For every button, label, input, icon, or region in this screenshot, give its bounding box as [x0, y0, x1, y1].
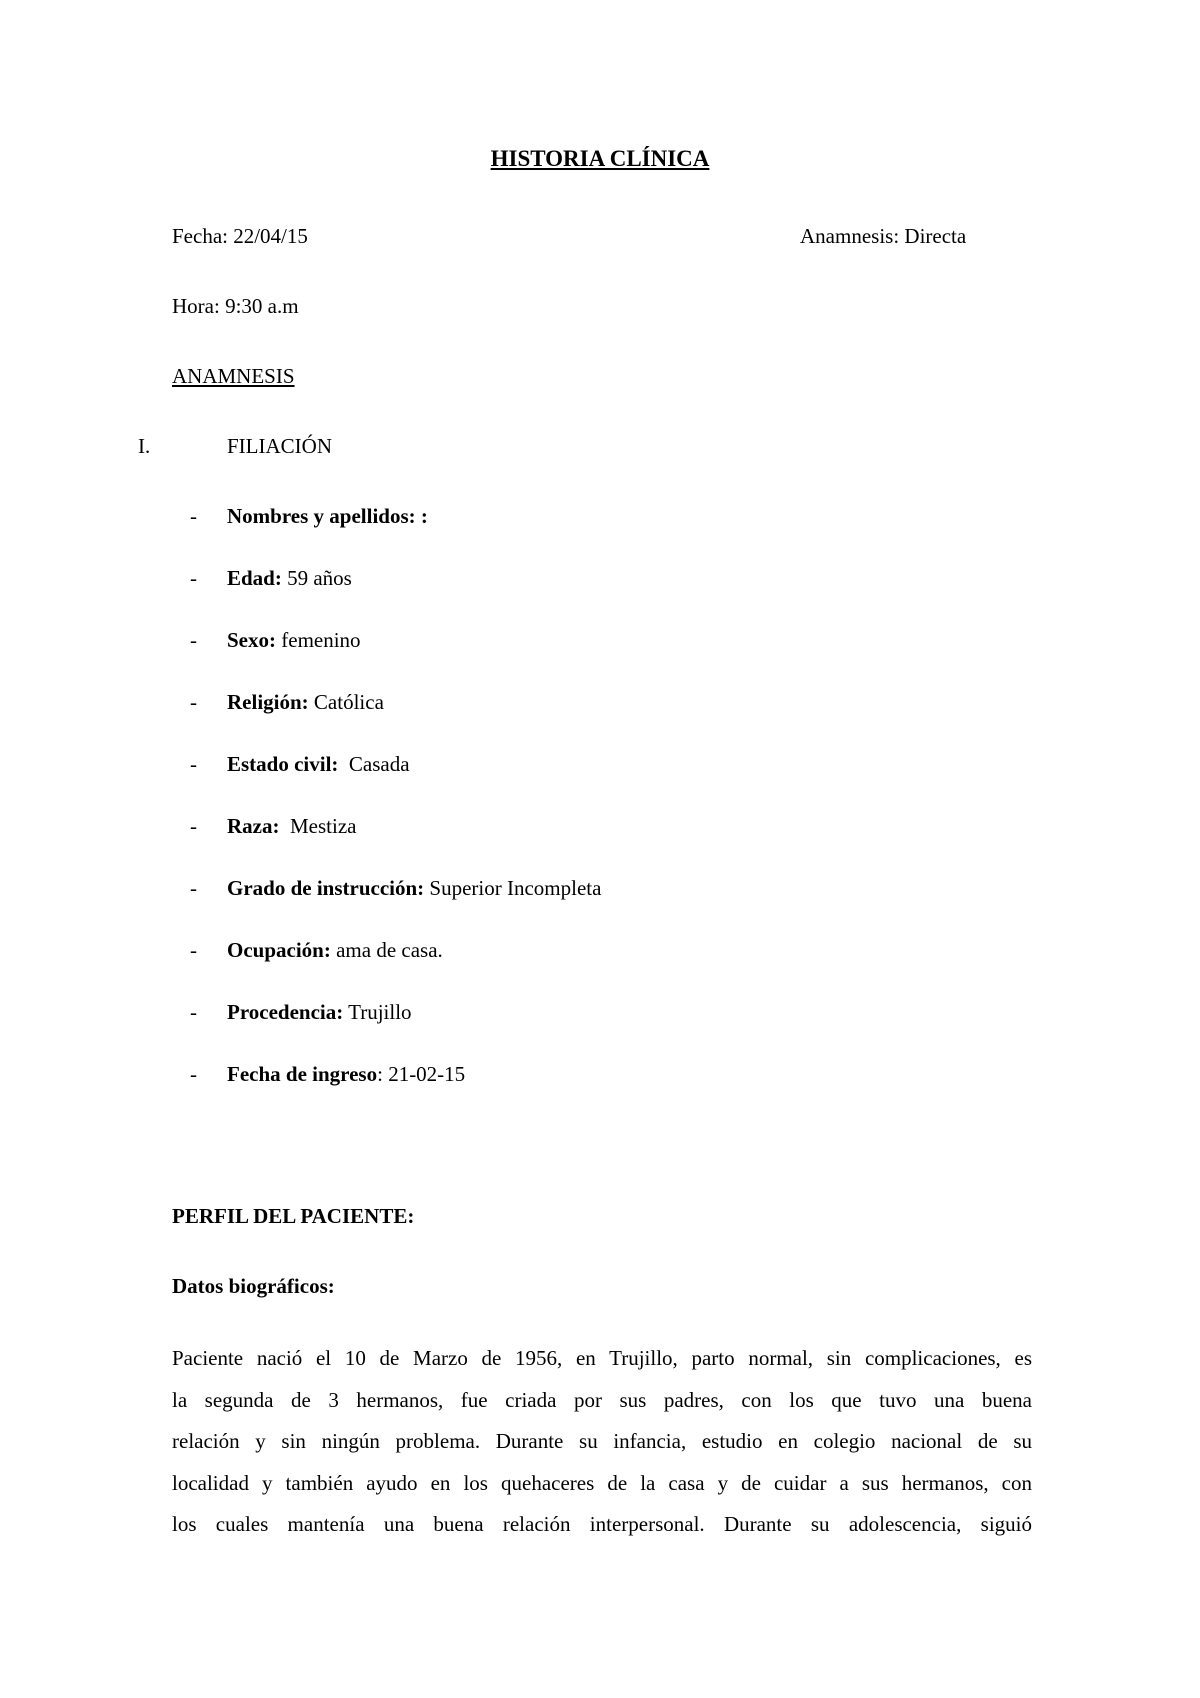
field-label: Estado civil: — [227, 752, 339, 776]
paragraph-line: Paciente nació el 10 de Marzo de 1956, en Trujillo, parto normal, sin complicaciones, es — [172, 1346, 1032, 1370]
perfil-heading: PERFIL DEL PACIENTE: — [172, 1204, 415, 1228]
anamnesis-heading: ANAMNESIS — [172, 364, 295, 388]
filiacion-heading: FILIACIÓN — [227, 434, 332, 458]
field-value: Casada — [338, 752, 410, 776]
anamnesis-type-text: Anamnesis: Directa — [800, 224, 967, 248]
fecha-text: Fecha: 22/04/15 — [172, 224, 308, 248]
list-dash: - — [190, 628, 197, 652]
field-value: Mestiza — [279, 814, 357, 838]
field-value: Superior Incompleta — [424, 876, 602, 900]
field-label: Sexo: — [227, 628, 276, 652]
hora-text: Hora: 9:30 a.m — [172, 294, 299, 318]
datos-biograficos-heading: Datos biográficos: — [172, 1274, 335, 1298]
list-dash: - — [190, 504, 197, 528]
field-value: ama de casa. — [330, 938, 443, 962]
list-dash: - — [190, 566, 197, 590]
paragraph-line: relación y sin ningún problema. Durante su infancia, estudio en colegio nacional de su — [172, 1429, 1032, 1454]
paragraph-line: la segunda de 3 hermanos, fue criada por sus padres, con los que tuvo una buena — [172, 1387, 1032, 1412]
field-value: femenino — [276, 628, 361, 652]
field-label: Religión: — [227, 690, 309, 714]
list-dash: - — [190, 876, 197, 900]
field-label: Edad: — [227, 566, 282, 590]
field-value: Católica — [308, 690, 384, 714]
list-dash: - — [190, 1000, 197, 1024]
field-label: Ocupación: — [227, 938, 331, 962]
field-label: Grado de instrucción: — [227, 876, 425, 900]
field-label: Procedencia: — [227, 1000, 344, 1024]
document-title: HISTORIA CLÍNICA — [490, 146, 710, 171]
list-dash: - — [190, 752, 197, 776]
section-number: I. — [138, 434, 151, 458]
paragraph-line: localidad y también ayudo en los quehaceres de la casa y de cuidar a sus hermanos, con — [172, 1470, 1032, 1495]
field-value: : 21-02-15 — [377, 1062, 466, 1086]
list-dash: - — [190, 814, 197, 838]
list-dash: - — [190, 938, 197, 962]
list-dash: - — [190, 1062, 197, 1086]
list-dash: - — [190, 690, 197, 714]
biographical-paragraph — [172, 1338, 1032, 1546]
field-value: 59 años — [281, 566, 352, 590]
field-value: Trujillo — [343, 1000, 412, 1024]
field-label: Fecha de ingreso — [227, 1062, 378, 1086]
field-label: Raza: — [227, 814, 280, 838]
paragraph-line: los cuales mantenía una buena relación interpersonal. Durante su adolescencia, siguió — [172, 1512, 1032, 1537]
field-label: Nombres y apellidos: : — [227, 504, 428, 528]
